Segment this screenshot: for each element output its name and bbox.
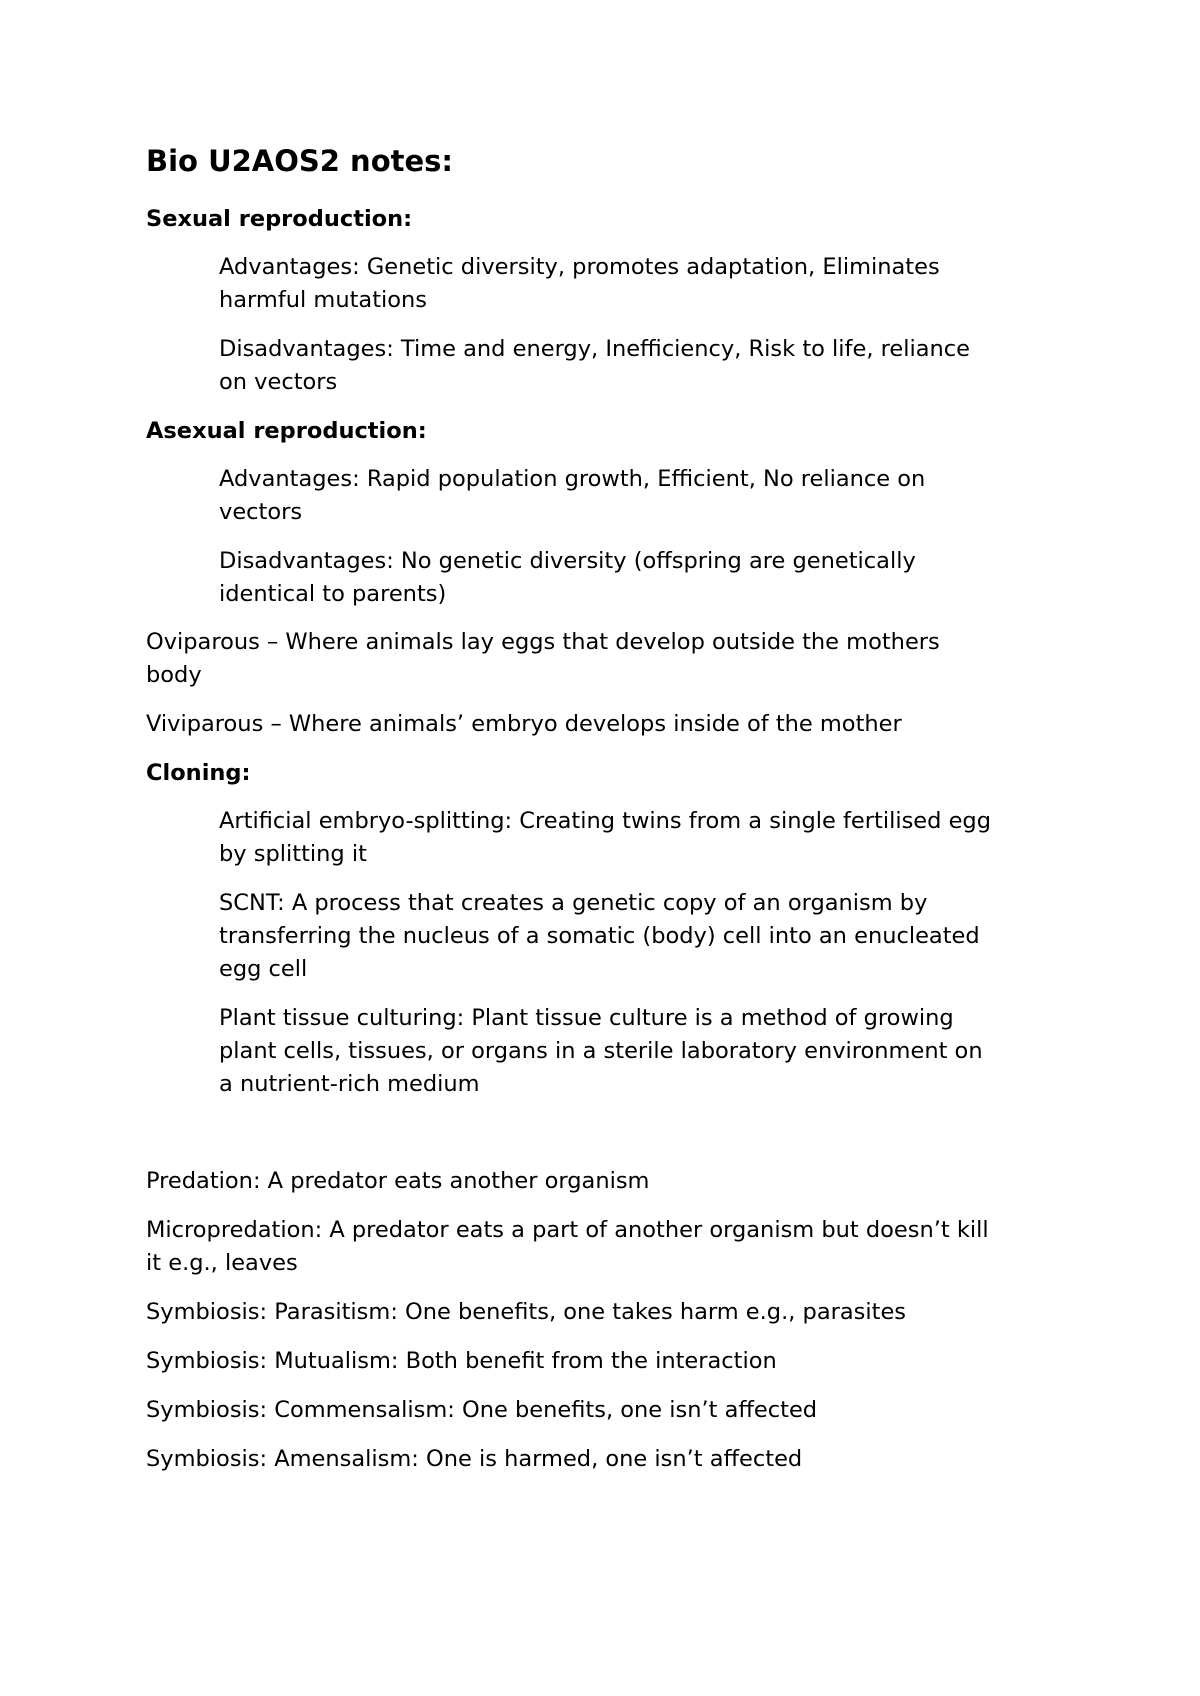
predation-line: Predation: A predator eats another organism — [146, 1168, 650, 1194]
commensalism-line: Symbiosis: Commensalism: One benefits, one isn’t affected — [146, 1397, 818, 1423]
asexual-advantages-line-1: Advantages: Rapid population growth, Efficient, No reliance on — [219, 466, 926, 492]
asexual-reproduction-heading: Asexual reproduction: — [146, 418, 427, 444]
cloning-heading: Cloning: — [146, 760, 251, 786]
embryo-splitting-line-2: by splitting it — [219, 841, 367, 867]
micropredation-line-1: Micropredation: A predator eats a part of another organism but doesn’t kill — [146, 1217, 989, 1243]
mutualism-line: Symbiosis: Mutualism: Both benefit from the interaction — [146, 1348, 777, 1374]
scnt-line-3: egg cell — [219, 956, 308, 982]
sexual-reproduction-heading: Sexual reproduction: — [146, 206, 413, 232]
asexual-disadvantages-line-2: identical to parents) — [219, 581, 447, 607]
plant-tissue-line-3: a nutrient-rich medium — [219, 1071, 480, 1097]
oviparous-line-2: body — [146, 662, 202, 688]
parasitism-line: Symbiosis: Parasitism: One benefits, one takes harm e.g., parasites — [146, 1299, 907, 1325]
scnt-line-2: transferring the nucleus of a somatic (body) cell into an enucleated — [219, 923, 980, 949]
page-title: Bio U2AOS2 notes: — [146, 144, 454, 178]
sexual-disadvantages-line-2: on vectors — [219, 369, 338, 395]
amensalism-line: Symbiosis: Amensalism: One is harmed, one isn’t affected — [146, 1446, 803, 1472]
embryo-splitting-line-1: Artificial embryo-splitting: Creating twins from a single fertilised egg — [219, 808, 991, 834]
viviparous-line: Viviparous – Where animals’ embryo develops inside of the mother — [146, 711, 902, 737]
micropredation-line-2: it e.g., leaves — [146, 1250, 298, 1276]
plant-tissue-line-1: Plant tissue culturing: Plant tissue culture is a method of growing — [219, 1005, 954, 1031]
sexual-disadvantages-line-1: Disadvantages: Time and energy, Inefficiency, Risk to life, reliance — [219, 336, 970, 362]
plant-tissue-line-2: plant cells, tissues, or organs in a sterile laboratory environment on — [219, 1038, 983, 1064]
scnt-line-1: SCNT: A process that creates a genetic copy of an organism by — [219, 890, 928, 916]
sexual-advantages-line-1: Advantages: Genetic diversity, promotes adaptation, Eliminates — [219, 254, 940, 280]
asexual-disadvantages-line-1: Disadvantages: No genetic diversity (offspring are genetically — [219, 548, 916, 574]
sexual-advantages-line-2: harmful mutations — [219, 287, 428, 313]
asexual-advantages-line-2: vectors — [219, 499, 303, 525]
oviparous-line-1: Oviparous – Where animals lay eggs that develop outside the mothers — [146, 629, 940, 655]
